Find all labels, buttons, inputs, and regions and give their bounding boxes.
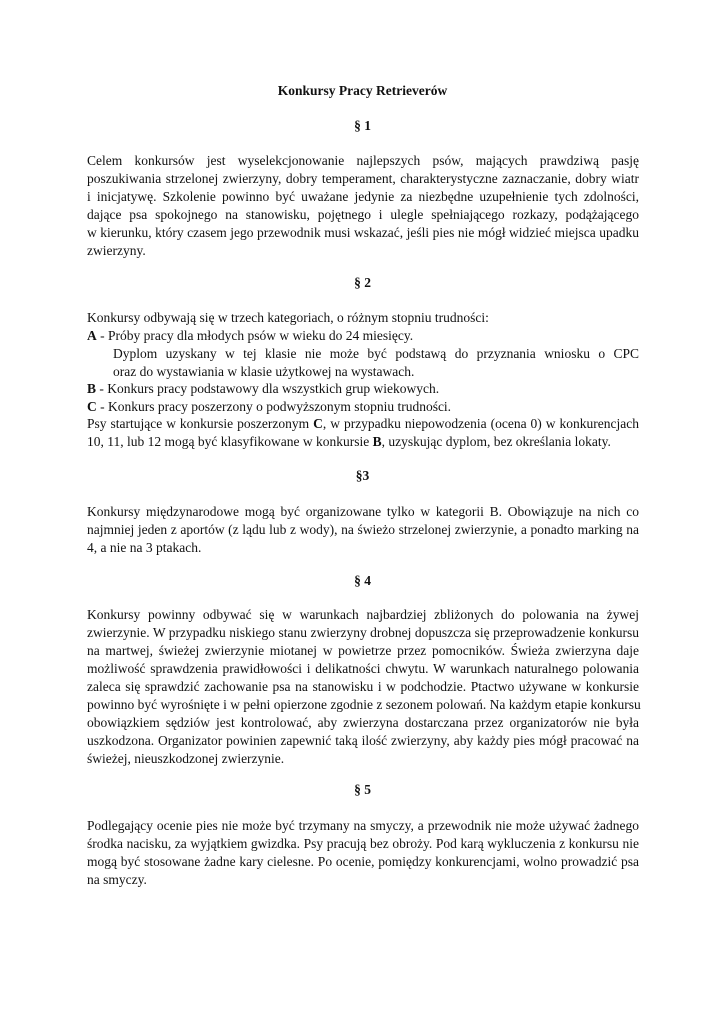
section-2-note <box>87 415 639 451</box>
note-text: , w przypadku niepowodzenia (ocena 0) w konkurencjach <box>322 416 639 431</box>
section-4-line: na martwej, świeżej zwierzynie miotanej w powietrze przez pomocników. Świeża zwierzyna daje <box>87 643 639 658</box>
section-4-line: powinno być wyrośnięte i w pełni opierzone zgodnie z sezonem polowań. Na każdym etapie konkursu <box>87 697 641 712</box>
section-4-paragraph <box>87 606 639 768</box>
section-4-heading: § 4 <box>354 573 371 588</box>
section-4-line: zaleca się sprawdzić zachowanie psa na stanowisku i w podchodzie. Ptactwo używane w konkursie <box>87 679 639 694</box>
note-text: , uzyskując dyplom, bez określania lokaty. <box>381 434 611 449</box>
section-3-line: najmniej jeden z aportów (z lądu lub z wody), na świeżo strzelonej zwierzynie, a ponadto marking na <box>87 522 639 537</box>
category-a <box>87 327 413 345</box>
section-1-line: i inicjatywę. Szkolenie powinno być uważane jedynie za niezbędne uzupełnienie tych zdolności, <box>87 189 639 204</box>
section-4-line: zwierzynie. W przypadku niskiego stanu zwierzyny drobnej dopuszcza się przeprowadzenie konkursu <box>87 625 639 640</box>
section-1-line: Celem konkursów jest wyselekcjonowanie najlepszych psów, mających prawdziwą pasję <box>87 153 639 168</box>
section-3-paragraph <box>87 503 639 557</box>
section-4-line: obowiązkiem sędziów jest kontrolować, aby zwierzyna dostarczana przez organizatorów nie była <box>87 715 639 730</box>
section-3-heading: §3 <box>355 468 370 483</box>
category-a-note <box>113 345 639 381</box>
section-2-heading: § 2 <box>354 275 371 290</box>
section-4-line: uszkodzona. Organizator powinien zapewnić taką ilość zwierzyny, aby każdy pies mógł pracować na <box>87 733 639 748</box>
section-3-line: Konkursy międzynarodowe mogą być organizowane tylko w kategorii B. Obowiązuje na nich co <box>87 504 639 519</box>
section-1-line: dające psa spokojnego na stanowisku, pojętnego i ulegle spełniającego rozkazy, podążającego <box>87 207 639 222</box>
category-b <box>87 380 439 398</box>
section-1-paragraph <box>87 152 639 260</box>
section-3-line: 4, a nie na 3 ptakach. <box>87 540 202 555</box>
section-4-line: możliwość sprawdzenia prawidłowości i delikatności chwytu. W warunkach naturalnego polowania <box>87 661 639 676</box>
section-4-line: Konkursy powinny odbywać się w warunkach najbardziej zbliżonych do polowania na żywej <box>87 607 639 622</box>
section-1-heading: § 1 <box>354 118 371 133</box>
section-1-line: zwierzyny. <box>87 243 146 258</box>
section-5-line: Podlegający ocenie pies nie może być trzymany na smyczy, a przewodnik nie może używać żadnego <box>87 818 639 833</box>
category-c-letter: C <box>87 399 97 414</box>
category-a-text: - Próby pracy dla młodych psów w wieku do 24 miesięcy. <box>96 328 414 343</box>
note-text: Psy startujące w konkursie poszerzonym <box>87 416 314 431</box>
section-2-intro: Konkursy odbywają się w trzech kategoriach, o różnym stopniu trudności: <box>87 310 489 325</box>
category-b-text: - Konkurs pracy podstawowy dla wszystkich grup wiekowych. <box>96 381 440 396</box>
note-text: 10, 11, lub 12 mogą być klasyfikowane w konkursie <box>87 434 373 449</box>
category-c-text: - Konkurs pracy poszerzony o podwyższonym stopniu trudności. <box>96 399 452 414</box>
document-title: Konkursy Pracy Retrieverów <box>277 83 448 98</box>
section-2-note-line <box>87 415 639 433</box>
section-1-line: poszukiwania strzelonej zwierzyny, dobry temperament, charakterystyczne zaznaczanie, dobry wiatr <box>87 171 639 186</box>
section-5-line: środka nacisku, za wyjątkiem gwizdka. Psy pracują bez obroży. Pod karą wykluczenia z konkursu nie <box>87 836 639 851</box>
category-a-note-line: Dyplom uzyskany w tej klasie nie może być podstawą do przyznania wniosku o CPC <box>113 346 639 361</box>
section-4-line: świeżej, nieuszkodzonej zwierzynie. <box>87 751 285 766</box>
section-1-line: w kierunku, który czasem jego przewodnik musi wskazać, jeśli pies nie mógł widzieć miejsca upadku <box>87 225 639 240</box>
section-5-heading: § 5 <box>354 782 371 797</box>
category-b-letter: B <box>87 381 97 396</box>
section-5-line: na smyczy. <box>87 872 147 887</box>
category-a-letter: A <box>87 328 97 343</box>
note-bold: C <box>313 416 323 431</box>
category-a-note-line: oraz do wystawiania w klasie użytkowej na wystawach. <box>113 364 415 379</box>
note-bold: B <box>372 434 382 449</box>
category-c <box>87 398 451 416</box>
section-5-line: mogą być stosowane żadne kary cielesne. Po ocenie, pomiędzy konkurencjami, wolno prowadzić psa <box>87 854 639 869</box>
section-2-note-line <box>87 433 639 451</box>
section-5-paragraph <box>87 817 639 889</box>
